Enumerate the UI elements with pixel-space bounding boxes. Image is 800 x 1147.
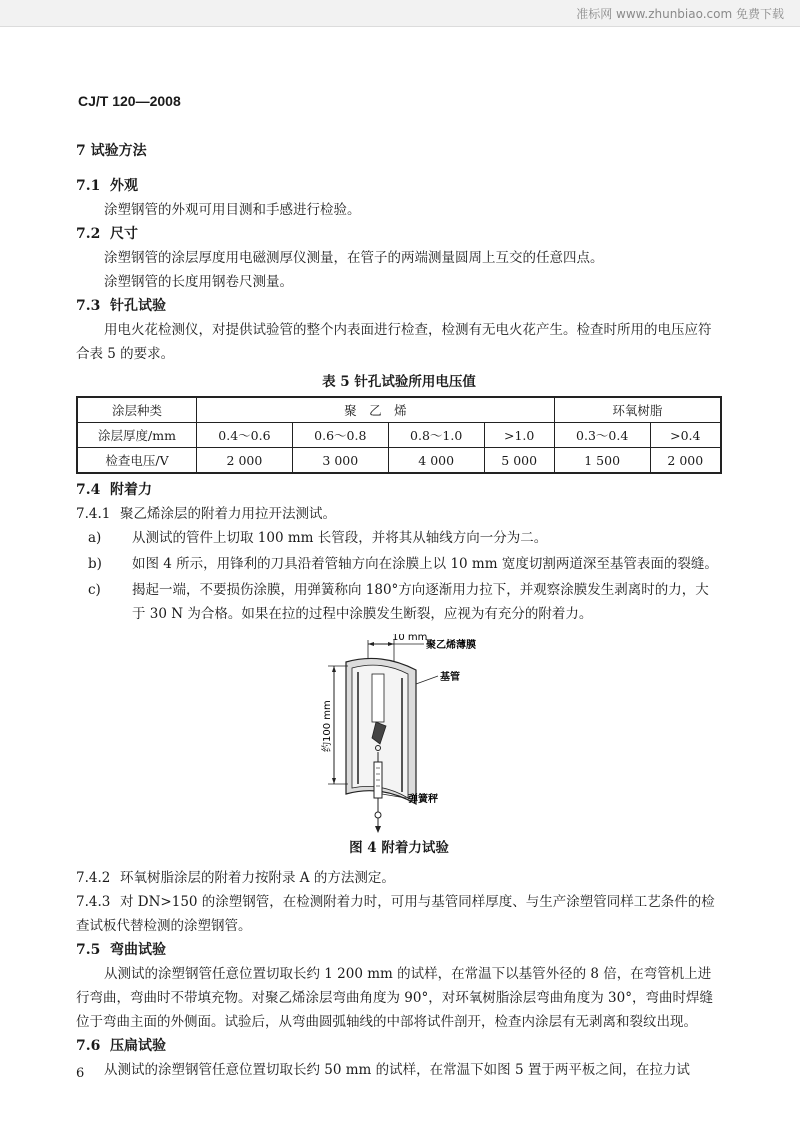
section-7-5-heading xyxy=(76,938,722,962)
subsection-7-4-3 xyxy=(76,890,722,938)
list-text: 从测试的管件上切取 100 mm 长管段，并将其从轴线方向一分为二。 xyxy=(132,530,548,546)
table-cell: 3 000 xyxy=(292,448,388,474)
section-number: 7.5 xyxy=(76,942,101,958)
table-cell: 0.6～0.8 xyxy=(292,423,388,448)
section-number: 7.6 xyxy=(76,1038,101,1054)
paragraph: 涂塑钢管的长度用钢卷尺测量。 xyxy=(104,274,293,290)
width-label: 10 mm xyxy=(392,634,428,643)
section-title: 尺寸 xyxy=(110,226,138,242)
paragraph: 从测试的涂塑钢管任意位置切取长约 50 mm 的试样，在常温下如图 5 置于两平板之间，在拉力试 xyxy=(104,1062,690,1078)
subsection-text: 对 DN>150 的涂塑钢管，在检测附着力时，可用与基管同样厚度、与生产涂塑管同样工艺条件的检查试板代替检测的涂塑钢管。 xyxy=(76,894,715,934)
figure-4 xyxy=(76,634,722,834)
table-cell: 涂层厚度/mm xyxy=(77,423,197,448)
spring-scale-label: 弹簧秤 xyxy=(408,794,438,805)
section-7-6-heading xyxy=(76,1034,722,1058)
table-cell: 检查电压/V xyxy=(77,448,197,474)
subsection-text: 环氧树脂涂层的附着力按附录 A 的方法测定。 xyxy=(120,870,395,886)
list-text: 如图 4 所示，用锋利的刀具沿着管轴方向在涂膜上以 10 mm 宽度切割两道深至基管表面的裂缝。 xyxy=(132,556,718,572)
section-7-3-heading xyxy=(76,294,722,318)
section-title: 外观 xyxy=(110,178,138,194)
paragraph: 从测试的涂塑钢管任意位置切取长约 1 200 mm 的试样，在常温下以基管外径的 8 倍，在弯管机上进行弯曲，弯曲时不带填充物。对聚乙烯涂层弯曲角度为 90°，对环氧树脂涂层弯曲角度为 30°，弯曲时焊缝位于弯曲主面的外侧面。试验后，从弯曲圆弧轴线的中部将试件剖开，检查内涂层有无剥离和裂纹出现。 xyxy=(76,966,713,1030)
film-label: 聚乙烯薄膜 xyxy=(426,640,476,651)
length-label: 约100 mm xyxy=(322,700,333,752)
table-cell: 涂层种类 xyxy=(77,397,197,423)
arrow-icon xyxy=(332,778,336,784)
table-cell: 2 000 xyxy=(650,448,721,474)
pull-ring xyxy=(375,812,381,818)
watermark-text: 准标网 www.zhunbiao.com 免费下载 xyxy=(576,7,784,21)
paragraph: 涂塑钢管的涂层厚度用电磁测厚仪测量，在管子的两端测量圆周上互交的任意四点。 xyxy=(104,250,604,266)
cut-strip xyxy=(372,674,384,722)
table-row xyxy=(77,448,721,474)
table-cell: 2 000 xyxy=(197,448,293,474)
table-row xyxy=(77,423,721,448)
table-cell: 4 000 xyxy=(388,448,484,474)
standard-code: CJ/T 120—2008 xyxy=(78,93,181,109)
top-bar xyxy=(0,0,800,27)
list-item xyxy=(76,552,722,576)
table-row xyxy=(77,397,721,423)
section-number: 7.4 xyxy=(76,482,101,498)
list-item xyxy=(76,526,722,550)
list-item xyxy=(76,578,722,626)
adhesion-test-diagram xyxy=(76,634,722,834)
pipe-label: 基管 xyxy=(440,672,460,683)
section-title: 压扁试验 xyxy=(110,1038,166,1054)
arrow-icon xyxy=(368,642,374,646)
section-number: 7.2 xyxy=(76,226,101,242)
section-7-2-heading xyxy=(76,222,722,246)
table-cell: 1 500 xyxy=(554,448,650,474)
arrow-icon xyxy=(332,666,336,672)
table-5 xyxy=(76,396,722,474)
table-cell: >0.4 xyxy=(650,423,721,448)
subsection-7-4-2 xyxy=(76,866,722,890)
subsection-text: 聚乙烯涂层的附着力用拉开法测试。 xyxy=(120,506,336,522)
table-cell: 聚 乙 烯 xyxy=(197,397,555,423)
section-number: 7.3 xyxy=(76,298,101,314)
subsection-7-4-1 xyxy=(76,502,722,526)
list-marker: c) xyxy=(88,582,101,598)
list-marker: a) xyxy=(88,530,102,546)
table-5-caption: 表 5 针孔试验所用电压值 xyxy=(322,374,476,390)
section-number: 7.4.3 xyxy=(76,894,111,910)
table-cell: 0.3～0.4 xyxy=(554,423,650,448)
page-number: 6 xyxy=(76,1066,85,1081)
paragraph: 涂塑钢管的外观可用目测和手感进行检验。 xyxy=(104,202,361,218)
section-number: 7.4.1 xyxy=(76,506,111,522)
table-cell: 环氧树脂 xyxy=(554,397,721,423)
list-text: 揭起一端，不要损伤涂膜，用弹簧称向 180°方向逐渐用力拉下，并观察涂膜发生剥离时的力，大于 30 N 为合格。如果在拉的过程中涂膜发生断裂，应视为有充分的附着力。 xyxy=(132,582,709,622)
paragraph: 用电火花检测仪，对提供试验管的整个内表面进行检查，检测有无电火花产生。检查时所用的电压应符合表 5 的要求。 xyxy=(76,322,712,362)
section-number: 7.4.2 xyxy=(76,870,111,886)
section-number: 7.1 xyxy=(76,178,101,194)
section-7-title: 7 试验方法 xyxy=(76,143,147,159)
section-7-4-heading xyxy=(76,478,722,502)
leader-line xyxy=(416,676,438,684)
section-title: 针孔试验 xyxy=(110,298,166,314)
table-cell: >1.0 xyxy=(484,423,554,448)
document-body xyxy=(76,140,722,1082)
table-cell: 5 000 xyxy=(484,448,554,474)
section-title: 弯曲试验 xyxy=(110,942,166,958)
section-7-1-heading xyxy=(76,174,722,198)
table-cell: 0.8～1.0 xyxy=(388,423,484,448)
list-marker: b) xyxy=(88,556,102,572)
figure-4-caption: 图 4 附着力试验 xyxy=(349,840,449,856)
section-title: 附着力 xyxy=(110,482,152,498)
table-cell: 0.4～0.6 xyxy=(197,423,293,448)
arrow-icon xyxy=(375,826,381,833)
